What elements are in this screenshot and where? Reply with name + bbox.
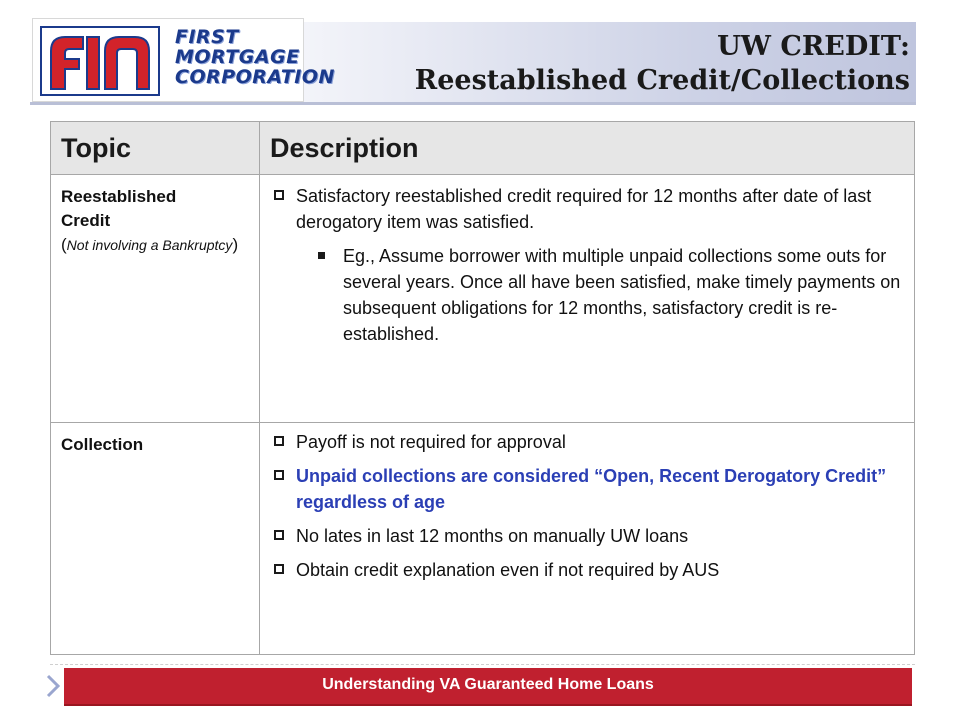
bullet-text: Obtain credit explanation even if not required by AUS (296, 560, 720, 580)
footer-divider (50, 664, 915, 665)
title-line-1: UW CREDIT: (717, 31, 910, 62)
paren-close: ) (232, 235, 239, 254)
paren-open: ( (61, 235, 67, 254)
table-row (51, 423, 915, 655)
bullet-text: Payoff is not required for approval (296, 432, 566, 452)
topic-text: Credit (61, 211, 111, 230)
list-item (272, 463, 904, 515)
header-description: Description (260, 122, 915, 175)
checkbox-bullet-icon (274, 436, 284, 446)
bullet-text: No lates in last 12 months on manually UW loans (296, 526, 689, 546)
checkbox-bullet-icon (274, 190, 284, 200)
checkbox-bullet-icon (274, 564, 284, 574)
footer-bar (64, 668, 912, 706)
table-header-row (51, 122, 915, 175)
list-item (272, 183, 904, 235)
title-line-2: Reestablished Credit/Collections (414, 65, 910, 96)
list-item (272, 429, 904, 455)
checkbox-bullet-icon (274, 530, 284, 540)
sub-bullet-text: Eg., Assume borrower with multiple unpaid collections some outs for several years. Once all have been satisfied, make timely payments on subsequent obligations for 12 months, satisfactory credit is re-established. (343, 246, 901, 344)
list-item (272, 523, 904, 549)
bullet-text: Satisfactory reestablished credit required for 12 months after date of last derogatory item was satisfied. (296, 186, 872, 232)
chevron-right-icon (46, 674, 60, 698)
list-item (272, 557, 904, 583)
credit-table (50, 121, 915, 655)
logo-line-1: FIRST (175, 26, 239, 48)
table-row (51, 175, 915, 423)
header-topic: Topic (51, 122, 260, 175)
topic-note-text: Not involving a Bankruptcy (66, 237, 233, 253)
topic-cell-collection: Collection (51, 423, 260, 655)
logo-wordmark (175, 27, 335, 87)
topic-text: Reestablished (61, 187, 177, 206)
sub-list-item (318, 243, 904, 347)
slide-title (415, 30, 910, 98)
square-bullet-icon (318, 252, 325, 259)
description-cell-collection (260, 423, 915, 655)
logo-mark-icon (39, 25, 161, 97)
company-logo (32, 18, 335, 102)
logo-line-3: CORPORATION (175, 66, 335, 88)
topic-cell-reestablished (51, 175, 260, 423)
bullet-text-highlight: Unpaid collections are considered “Open, Recent Derogatory Credit” regardless of age (296, 466, 887, 512)
logo-line-2: MORTGAGE (175, 46, 300, 68)
description-cell-reestablished (260, 175, 915, 423)
header-rule (30, 102, 916, 105)
topic-note (61, 233, 251, 257)
footer-text: Understanding VA Guaranteed Home Loans (322, 676, 654, 693)
checkbox-bullet-icon (274, 470, 284, 480)
